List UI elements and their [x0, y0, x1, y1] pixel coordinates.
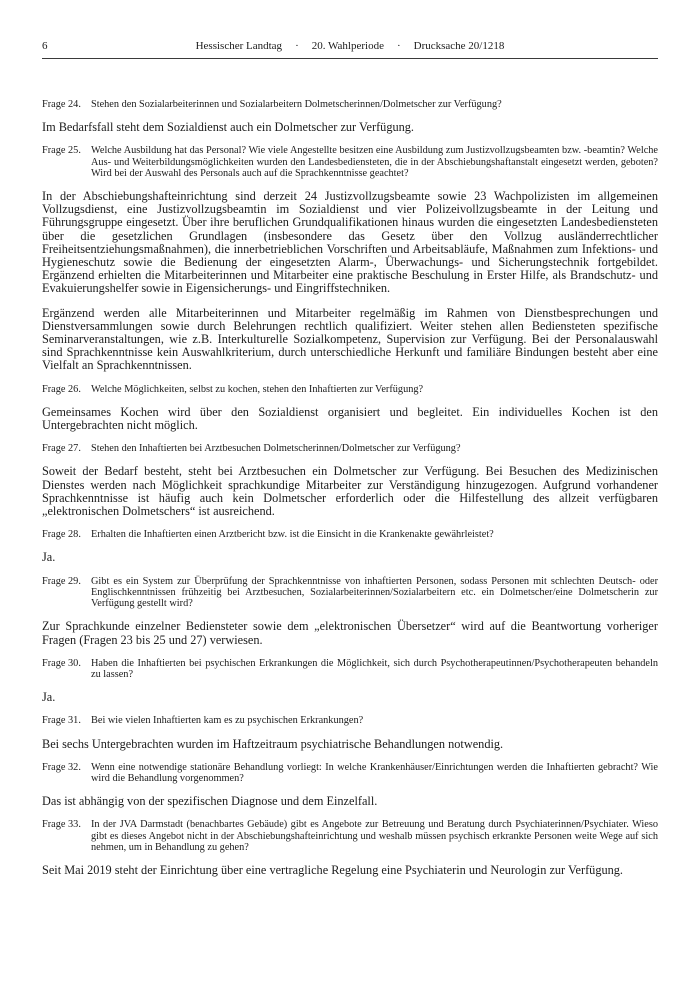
- question-block: [42, 762, 658, 784]
- question-text: Bei wie vielen Inhaftierten kam es zu psychischen Erkrankungen?: [91, 715, 364, 727]
- question-text: Gibt es ein System zur Überprüfung der Sprachkenntnisse von inhaftierten Personen, sodass Personen mit schlechten Deutsch- oder Englischkenntnissen frühzeitig bei Arztbesuchen, Sozialarbeiterinnen/Sozialarbeitern etc. ein Dolmetscher/eine Dolmetscherin zur Verfügung gestellt wird?: [91, 575, 658, 610]
- question-block: [42, 529, 658, 540]
- page-number: 6: [42, 40, 48, 52]
- document-content: [42, 97, 658, 888]
- answer-paragraph: Ergänzend werden alle Mitarbeiterinnen und Mitarbeiter regelmäßig im Rahmen von Dienstbesprechungen und Dienstversammlungen sowie durch Belehrungen rechtlich qualifiziert. Weiter stehen allen Bediensteten spezifische Seminarveranstaltungen, wie z.B. Interkulturelle Sozialkompetenz, Supervision zur Verfügung. Bei der Personalauswahl sind Sprachkenntnisse kein Auswahlkriterium, durch unterschiedliche Herkunft und familiäre Bindungen besteht aber eine Vielfalt an Sprachkenntnissen.: [42, 305, 658, 373]
- answer-paragraph: Bei sechs Untergebrachten wurden im Haftzeitraum psychiatrische Behandlungen notwendig.: [42, 736, 504, 751]
- question-label: Frage 29.: [42, 575, 81, 587]
- question-text: Welche Möglichkeiten, selbst zu kochen, stehen den Inhaftierten zur Verfügung?: [91, 383, 424, 395]
- header-document-number: Drucksache 20/1218: [413, 40, 505, 52]
- header-legislative-period: 20. Wahlperiode: [311, 40, 384, 52]
- answer-paragraph: In der Abschiebungshafteinrichtung sind derzeit 24 Justizvollzugsbeamte sowie 23 Wachpolizisten im allgemeinen Vollzugsdienst, eine Justizvollzugsbeamtin im Sozialdienst und vier Polizeivollzugsbeamte in der Leitung und Führungsgruppe eingesetzt. Über ihre beruflichen Grundqualifikationen hinaus wurden die eingesetzten Landesbediensteten über die gesetzlichen Grundlagen (insbesondere das Gesetz über den Vollzug ausländerrechtlicher Freiheitsentziehungsmaßnahmen), die innerbetrieblichen Vorschriften und Arbeitsabläufe, Maßnahmen zum Infektions- und Hygieneschutz sowie die Bedienung der eingesetzten Alarm-, Überwachungs- und Sicherungstechnik fortgebildet. Ergänzend erhielten die Mitarbeiterinnen und Mitarbeiter eine praktische Beschulung in Erster Hilfe, als Brandschutz- und Evakuierungshelfer sowie in Eigensicherungs- und Eingriffstechniken.: [42, 189, 658, 296]
- question-text: Erhalten die Inhaftierten einen Arztbericht bzw. ist die Einsicht in die Krankenakte gewährleistet?: [91, 529, 494, 541]
- question-label: Frage 27.: [42, 443, 81, 455]
- question-text: Wenn eine notwendige stationäre Behandlung vorliegt: In welche Krankenhäuser/Einrichtungen werden die Inhaftierten gebracht? Wie wird die Behandlung vorgenommen?: [91, 761, 658, 784]
- question-text: In der JVA Darmstadt (benachbartes Gebäude) gibt es Angebote zur Betreuung und Beratung durch Psychiaterinnen/Psychiater. Wieso gibt es dieses Angebot nicht in der Abschiebungshafteinrichtung und weshalb müssen psychisch erkrankte Personen weite Wege auf sich nehmen, um in Behandlung zu gehen?: [91, 819, 658, 853]
- answer-paragraph: Im Bedarfsfall steht dem Sozialdienst auch ein Dolmetscher zur Verfügung.: [42, 120, 414, 135]
- question-label: Frage 32.: [42, 761, 81, 773]
- question-block: [42, 99, 658, 110]
- answer-paragraph: Seit Mai 2019 steht der Einrichtung über eine vertragliche Regelung eine Psychiaterin und Neurologin zur Verfügung.: [42, 862, 623, 877]
- question-block: [42, 384, 658, 395]
- page-header: [42, 40, 658, 59]
- question-block: [42, 658, 658, 680]
- question-label: Frage 28.: [42, 529, 81, 541]
- header-separator-dot: ·: [396, 40, 401, 52]
- question-block: [42, 576, 658, 610]
- answer-paragraph: Zur Sprachkunde einzelner Bediensteter sowie dem „elektronischen Übersetzer“ wird auf die Beantwortung vorheriger Fragen (Fragen 23 bis 25 und 27) verwiesen.: [42, 619, 658, 647]
- question-text: Haben die Inhaftierten bei psychischen Erkrankungen die Möglichkeit, sich durch Psychotherapeutinnen/Psychotherapeuten behandeln zu lassen?: [91, 657, 658, 680]
- question-label: Frage 24.: [42, 99, 81, 110]
- question-block: [42, 819, 658, 853]
- question-block: [42, 443, 658, 454]
- header-separator-dot: ·: [295, 40, 299, 52]
- question-label: Frage 30.: [42, 657, 81, 669]
- answer-paragraph: Soweit der Bedarf besteht, steht bei Arztbesuchen ein Dolmetscher zur Verfügung. Bei Besuchen des Medizinischen Dienstes werden nach Möglichkeit sprachkundige Mitarbeiter zur Verständigung hinzugezogen. Aufgrund vorhandener Sprachkenntnisse ist häufig auch kein Dolmetscher erforderlich oder die Hilfestellung des allzeit verfügbaren „elektronischen Dolmetschers“ ist ausreichend.: [42, 464, 658, 519]
- question-block: [42, 715, 658, 726]
- header-title: [42, 40, 658, 53]
- question-label: Frage 26.: [42, 383, 81, 395]
- question-text: Stehen den Inhaftierten bei Arztbesuchen Dolmetscherinnen/Dolmetscher zur Verfügung?: [91, 443, 461, 455]
- answer-paragraph: Das ist abhängig von der spezifischen Diagnose und dem Einzelfall.: [42, 794, 378, 809]
- answer-paragraph: Gemeinsames Kochen wird über den Sozialdienst organisiert und begleitet. Ein individuelles Kochen ist den Untergebrachten nicht möglich.: [42, 404, 658, 433]
- question-label: Frage 31.: [42, 715, 81, 727]
- question-text: Stehen den Sozialarbeiterinnen und Sozialarbeitern Dolmetscherinnen/Dolmetscher zur Verfügung?: [91, 99, 502, 110]
- question-text: Welche Ausbildung hat das Personal? Wie viele Angestellte besitzen eine Ausbildung zum Justizvollzugsbeamten bzw. -beamtin? Welche Aus- und Weiterbildungsmöglichkeiten wurden den Landesbediensteten, die in der Abschiebungshaftanstalt eingesetzt werden, geboten? Wird bei der Auswahl des Personals auch auf die Sprachkenntnisse geachtet?: [91, 145, 658, 179]
- answer-paragraph: Ja.: [42, 690, 56, 705]
- question-label: Frage 25.: [42, 145, 81, 157]
- header-publisher: Hessischer Landtag: [195, 40, 283, 52]
- answer-paragraph: Ja.: [42, 550, 56, 565]
- question-label: Frage 33.: [42, 819, 81, 831]
- question-block: [42, 145, 658, 179]
